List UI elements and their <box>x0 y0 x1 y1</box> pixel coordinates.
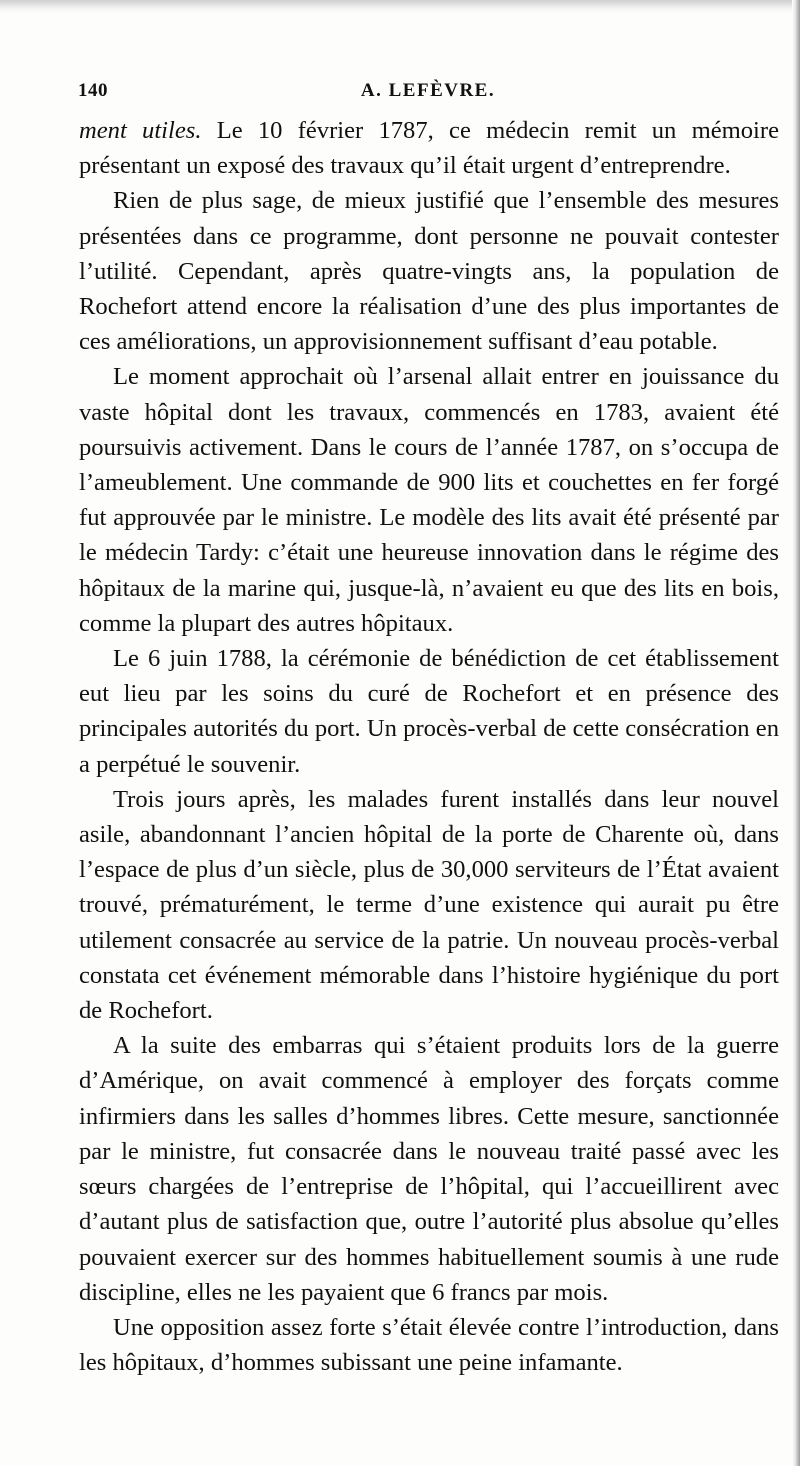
paragraph-lead-italic: ment utiles. <box>79 117 202 144</box>
body-text <box>79 113 779 1380</box>
paragraph: Le 6 juin 1788, la cérémonie de bénédiction de cet établissement eut lieu par les soins du curé de Rochefort et en présence des principales autorités du port. Un procès-verbal de cette consécration en a perpétué le souvenir. <box>79 645 779 778</box>
page-number: 140 <box>78 80 108 101</box>
paragraph-text: Le 10 février 1787, ce médecin remit un mémoire présentant un exposé des travaux qu’il était urgent d’entreprendre. <box>79 117 779 180</box>
paragraph: Le moment approchait où l’arsenal allait entrer en jouissance du vaste hôpital dont les travaux, commencés en 1783, avaient été poursuivis activement. Dans le cours de l’année 1787, on s’occupa de l’ameublement. Une commande de 900 lits et couchettes en fer forgé fut approuvée par le ministre. Le modèle des lits avait été présenté par le médecin Tardy: c’était une heureuse innovation dans le régime des hôpitaux de la marine qui, jusque-là, n’avaient eu que des lits en bois, comme la plupart des autres hôpitaux. <box>79 363 779 637</box>
page-binding-edge <box>792 0 800 1466</box>
paragraph: Une opposition assez forte s’était élevée contre l’introduction, dans les hôpitaux, d’hommes subissant une peine infamante. <box>79 1313 779 1377</box>
page-header <box>78 80 778 106</box>
paragraph: Rien de plus sage, de mieux justifié que l’ensemble des mesures présentées dans ce programme, dont personne ne pouvait contester l’utilité. Cependant, après quatre-vingts ans, la population de Rochefort attend encore la réalisation d’une des plus importantes de ces améliorations, un approvisionnement suffisant d’eau potable. <box>79 187 779 356</box>
paragraph: A la suite des embarras qui s’étaient produits lors de la guerre d’Amérique, on avait commencé à employer des forçats comme infirmiers dans les salles d’hommes libres. Cette mesure, sanctionnée par le ministre, fut consacrée dans le nouveau traité passé avec les sœurs chargées de l’entreprise de l’hôpital, qui l’accueillirent avec d’autant plus de satisfaction que, outre l’autorité plus absolue qu’elles pouvaient exercer sur des hommes habituellement soumis à une rude discipline, elles ne les payaient que 6 francs par mois. <box>79 1032 779 1306</box>
page-top-edge <box>0 0 800 14</box>
paragraph <box>79 113 779 183</box>
running-head: A. LEFÈVRE. <box>360 80 496 101</box>
paragraph: Trois jours après, les malades furent installés dans leur nouvel asile, abandonnant l’ancien hôpital de la porte de Charente où, dans l’espace de plus d’un siècle, plus de 30,000 serviteurs de l’État avaient trouvé, prématurément, le terme d’une existence qui aurait pu être utilement consacrée au service de la patrie. Un nouveau procès-verbal constata cet événement mémorable dans l’histoire hygiénique du port de Rochefort. <box>79 785 779 1025</box>
